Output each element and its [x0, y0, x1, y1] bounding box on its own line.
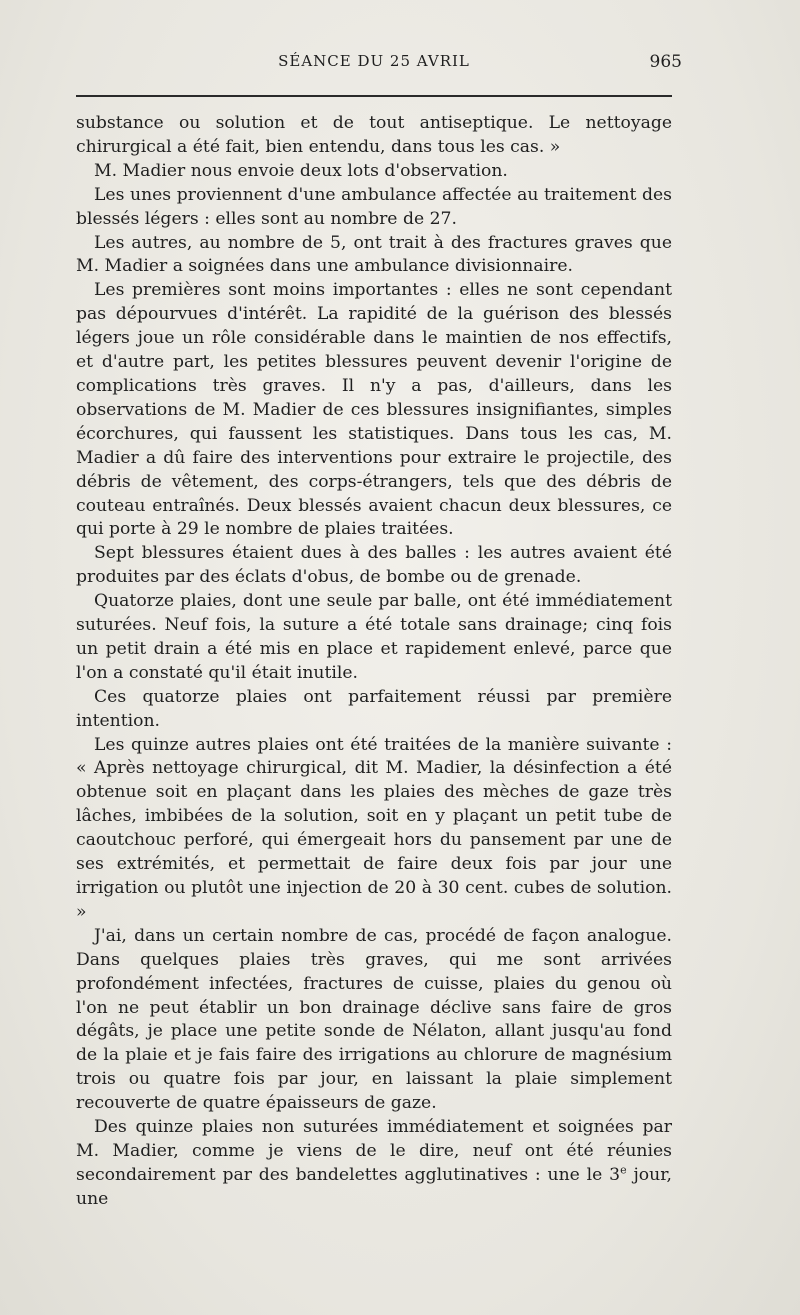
paragraph: Les autres, au nombre de 5, ont trait à des fractures graves que M. Madier a soignées dans une ambulance divisionnaire. — [76, 232, 672, 277]
body-text — [76, 112, 672, 1212]
paragraph: Quatorze plaies, dont une seule par balle, ont été immédiatement suturées. Neuf fois, la suture a été totale sans drainage; cinq fois un petit drain a été mis en place et rapidement enlevé, parce que l'on a constaté qu'il était inutile. — [76, 591, 672, 683]
paragraph-text: jour, une — [76, 1164, 672, 1209]
ordinal-superscript: e — [620, 1163, 627, 1177]
paragraph: Les quinze autres plaies ont été traitées de la manière suivante : « Après nettoyage chirurgical, dit M. Madier, la désinfection a été obtenue soit en plaçant dans les plaies des mèches de gaze très lâches, imbibées de la solution, soit en y plaçant un petit tube de caoutchouc perforé, qui émergeait hors du pansement par une de ses extrémités, et permettait de faire deux fois par jour une irrigation ou plutôt une injection de 20 à 30 cent. cubes de solution. » — [76, 734, 672, 922]
paragraph: Ces quatorze plaies ont parfaitement réussi par première intention. — [76, 686, 672, 731]
page-header — [76, 52, 682, 76]
paragraph: substance ou solution et de tout antiseptique. Le nettoyage chirurgical a été fait, bien entendu, dans tous les cas. » — [76, 113, 672, 157]
paragraph: Les premières sont moins importantes : elles ne sont cependant pas dépourvues d'intérêt. La rapidité de la guérison des blessés légers joue un rôle considérable dans le maintien de nos effectifs, et d'autre part, les petites blessures peuvent devenir l'origine de complications très graves. Il n'y a pas, d'ailleurs, dans les observations de M. Madier de ces blessures insignifiantes, simples écorchures, qui faussent les statistiques. Dans tous les cas, M. Madier a dû faire des interventions pour extraire le projectile, des débris de vêtement, des corps-étrangers, tels que des débris de couteau entraînés. Deux blessés avaient chacun deux blessures, ce qui porte à 29 le nombre de plaies traitées. — [76, 280, 672, 540]
page-number: 965 — [649, 52, 682, 72]
paragraph-last — [76, 1116, 672, 1212]
paragraph: M. Madier nous envoie deux lots d'observation. — [94, 160, 508, 181]
running-title: SÉANCE DU 25 AVRIL — [278, 52, 470, 70]
paragraph: J'ai, dans un certain nombre de cas, procédé de façon analogue. Dans quelques plaies très graves, qui me sont arrivées profondément infectées, fractures de cuisse, plaies du genou où l'on ne peut établir un bon drainage déclive sans faire de gros dégâts, je place une petite sonde de Nélaton, allant jusqu'au fond de la plaie et je fais faire des irrigations au chlorure de magnésium trois ou quatre fois par jour, en laissant la plaie simplement recouverte de quatre épaisseurs de gaze. — [76, 925, 672, 1114]
paragraph: Les unes proviennent d'une ambulance affectée au traitement des blessés légers : elles sont au nombre de 27. — [76, 184, 672, 229]
paragraph-text: Des quinze plaies non suturées immédiatement et soignées par M. Madier, comme je viens de le dire, neuf ont été réunies secondairement par des bandelettes agglutinatives : une le 3 — [76, 1117, 672, 1185]
paragraph: Sept blessures étaient dues à des balles : les autres avaient été produites par des éclats d'obus, de bombe ou de grenade. — [76, 543, 672, 588]
header-rule — [76, 95, 672, 97]
